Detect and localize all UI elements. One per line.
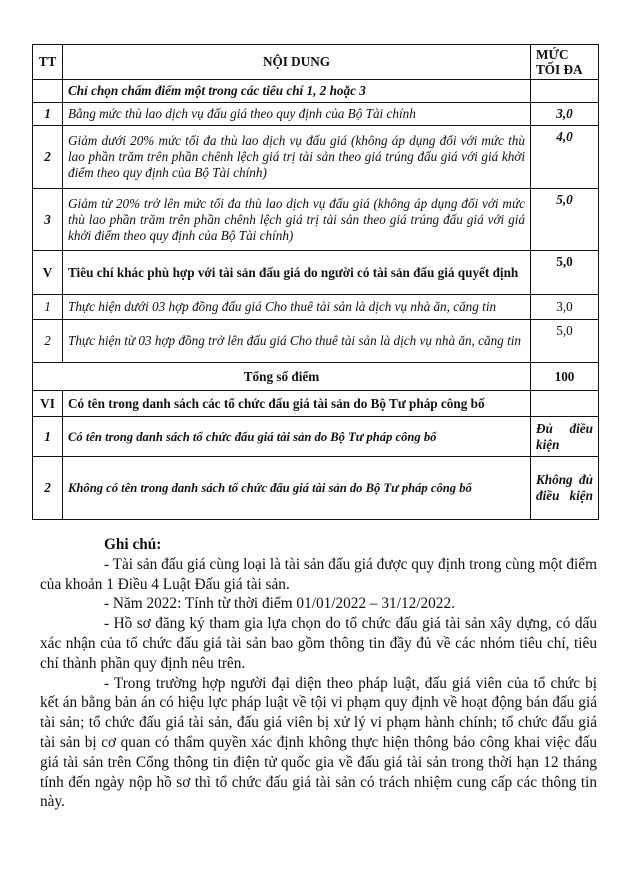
table-row (33, 320, 599, 363)
row-score: 5,0 (531, 189, 599, 251)
table-row (33, 103, 599, 126)
header-score: MỨC TỐI ĐA (531, 45, 599, 80)
table-row (33, 126, 599, 189)
total-row (33, 363, 599, 391)
row-tt: 1 (33, 295, 63, 320)
row-score: 5,0 (531, 251, 599, 295)
row-content: Thực hiện từ 03 hợp đồng trở lên đấu giá Cho thuê tài sản là dịch vụ nhà ăn, căng tin (63, 320, 531, 363)
row-content: Tiêu chí khác phù hợp với tài sản đấu giá do người có tài sản đấu giá quyết định (63, 251, 531, 295)
row-tt: 2 (33, 457, 63, 520)
table-row (33, 80, 599, 103)
row-tt: 1 (33, 103, 63, 126)
scoring-criteria-table (32, 44, 599, 520)
row-tt: 2 (33, 320, 63, 363)
note-item: - Trong trường hợp người đại diện theo pháp luật, đấu giá viên của tổ chức bị kết án bằng bản án có hiệu lực pháp luật về tội vi phạm quy định về hoạt động bán đấu giá tài sản; tổ chức đấu giá tài sản, đấu giá viên bị xử lý vi phạm hành chính; tổ chức đấu giá tài sản bị cơ quan có thẩm quyền xác định không thực hiện thông báo công khai việc đấu giá tài sản trên Cổng thông tin điện tử quốc gia về đấu giá tài sản trong thời hạn 12 tháng tính đến ngày nộp hồ sơ thì tổ chức đấu giá tài sản có trách nhiệm cung cấp các thông tin này. (40, 674, 597, 811)
row-tt: VI (33, 391, 63, 417)
table-row (33, 295, 599, 320)
table-row (33, 391, 599, 417)
table-row (33, 457, 599, 520)
note-item: - Năm 2022: Tính từ thời điểm 01/01/2022 – 31/12/2022. (104, 595, 455, 613)
header-tt: TT (33, 45, 63, 80)
table-row (33, 251, 599, 295)
header-content: NỘI DUNG (63, 45, 531, 80)
row-score: 3,0 (531, 295, 599, 320)
row-content: Có tên trong danh sách tổ chức đấu giá tài sản do Bộ Tư pháp công bố (63, 417, 531, 457)
row-content: Không có tên trong danh sách tổ chức đấu giá tài sản do Bộ Tư pháp công bố (63, 457, 531, 520)
note-item: - Tài sản đấu giá cùng loại là tài sản đấu giá được quy định trong cùng một điểm của khoản 1 Điều 4 Luật Đấu giá tài sản. (40, 555, 597, 593)
row-content: Bằng mức thù lao dịch vụ đấu giá theo quy định của Bộ Tài chính (63, 103, 531, 126)
row-tt: 3 (33, 189, 63, 251)
row-score: 4,0 (531, 126, 599, 189)
table-header-row (33, 45, 599, 80)
row-score: 5,0 (531, 320, 599, 363)
row-score (531, 80, 599, 103)
row-tt: 2 (33, 126, 63, 189)
table-row (33, 189, 599, 251)
notes-section (40, 535, 597, 812)
row-content: Có tên trong danh sách các tổ chức đấu giá tài sản do Bộ Tư pháp công bố (63, 391, 531, 417)
row-score: Đủ điều kiện (531, 417, 599, 457)
total-score: 100 (531, 363, 599, 391)
row-content: Giảm từ 20% trở lên mức tối đa thù lao dịch vụ đấu giá (không áp dụng đối với mức thù lao phần trăm trên phần chênh lệch giá trị tài sản theo giá trúng đấu giá với giá khởi điểm theo quy định của Bộ Tài chính) (63, 189, 531, 251)
total-label: Tổng số điểm (33, 363, 531, 391)
notes-title: Ghi chú: (104, 536, 162, 553)
row-tt: V (33, 251, 63, 295)
row-score: Không đủ điều kiện (531, 457, 599, 520)
row-score (531, 391, 599, 417)
note-item: - Hồ sơ đăng ký tham gia lựa chọn do tổ chức đấu giá tài sản xây dựng, có dấu xác nhận của tổ chức đấu giá tài sản bao gồm thông tin đầy đủ về các nhóm tiêu chí, tiêu chí thành phần quy định nêu trên. (40, 615, 597, 672)
row-tt: 1 (33, 417, 63, 457)
table-row (33, 417, 599, 457)
row-content: Giảm dưới 20% mức tối đa thù lao dịch vụ đấu giá (không áp dụng đối với mức thù lao phần trăm trên phần chênh lệch giá trị tài sản theo giá trúng đấu giá với giá khởi điểm theo quy định của Bộ Tài chính) (63, 126, 531, 189)
row-tt (33, 80, 63, 103)
row-content: Thực hiện dưới 03 hợp đồng đấu giá Cho thuê tài sản là dịch vụ nhà ăn, căng tin (63, 295, 531, 320)
row-score: 3,0 (531, 103, 599, 126)
row-content: Chỉ chọn chấm điểm một trong các tiêu chí 1, 2 hoặc 3 (63, 80, 531, 103)
